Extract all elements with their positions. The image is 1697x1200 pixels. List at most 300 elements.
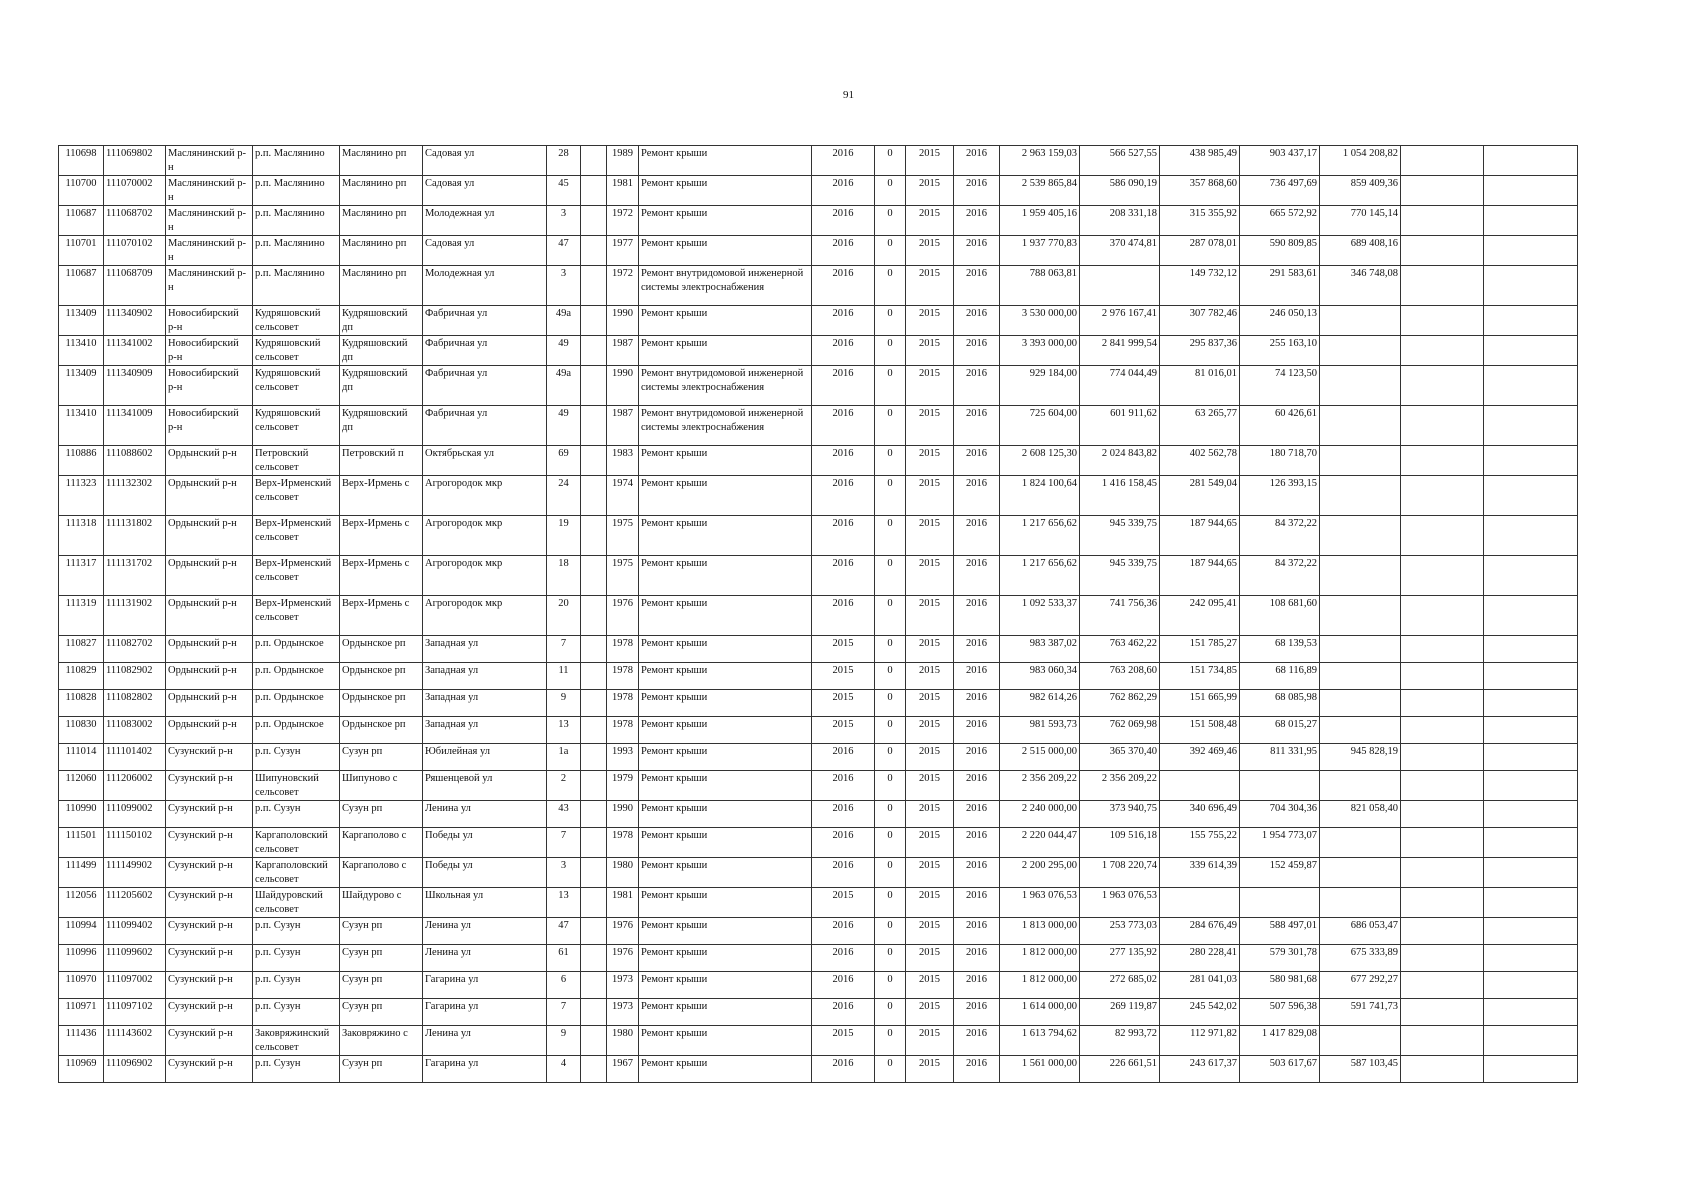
cell-plan-year: 2016: [812, 336, 875, 366]
cell-district: Ордынский р-н: [166, 690, 253, 717]
cell-settlement: Заковряжино с: [340, 1026, 423, 1056]
cell-end-year: 2016: [954, 236, 1000, 266]
cell-extra-2: [1484, 306, 1578, 336]
cell-start-year: 2015: [906, 999, 954, 1026]
table-row: [59, 516, 1578, 556]
cell-amount-3: 588 497,01: [1240, 918, 1320, 945]
cell-work-type: Ремонт крыши: [639, 972, 812, 999]
cell-building: [581, 596, 607, 636]
cell-extra-1: [1401, 972, 1484, 999]
cell-object-code: 111070102: [104, 236, 166, 266]
cell-building: [581, 516, 607, 556]
cell-total-cost: 2 356 209,22: [1000, 771, 1080, 801]
cell-district: Маслянинский р-н: [166, 176, 253, 206]
cell-row-id: 112060: [59, 771, 104, 801]
cell-amount-4: [1320, 516, 1401, 556]
cell-house-number: 28: [547, 146, 581, 176]
table-row: [59, 476, 1578, 516]
cell-amount-1: 601 911,62: [1080, 406, 1160, 446]
cell-flag: 0: [875, 206, 906, 236]
cell-flag: 0: [875, 945, 906, 972]
cell-amount-3: 579 301,78: [1240, 945, 1320, 972]
cell-object-code: 111206002: [104, 771, 166, 801]
cell-street: Агрогородок мкр: [423, 476, 547, 516]
cell-row-id: 111499: [59, 858, 104, 888]
cell-start-year: 2015: [906, 1026, 954, 1056]
cell-amount-4: [1320, 306, 1401, 336]
cell-row-id: 110990: [59, 801, 104, 828]
cell-street: Западная ул: [423, 663, 547, 690]
cell-total-cost: 2 200 295,00: [1000, 858, 1080, 888]
cell-amount-1: 208 331,18: [1080, 206, 1160, 236]
cell-object-code: 111205602: [104, 888, 166, 918]
cell-municipality: р.п. Маслянино: [253, 206, 340, 236]
cell-row-id: 113409: [59, 306, 104, 336]
cell-building: [581, 771, 607, 801]
cell-settlement: Маслянино рп: [340, 176, 423, 206]
cell-district: Новосибирский р-н: [166, 306, 253, 336]
cell-district: Ордынский р-н: [166, 476, 253, 516]
cell-extra-1: [1401, 888, 1484, 918]
cell-municipality: Верх-Ирменский сельсовет: [253, 476, 340, 516]
cell-municipality: Шипуновский сельсовет: [253, 771, 340, 801]
table-row: [59, 336, 1578, 366]
cell-amount-3: 291 583,61: [1240, 266, 1320, 306]
cell-flag: 0: [875, 771, 906, 801]
cell-plan-year: 2016: [812, 828, 875, 858]
cell-end-year: 2016: [954, 176, 1000, 206]
cell-street: Школьная ул: [423, 888, 547, 918]
cell-plan-year: 2016: [812, 801, 875, 828]
cell-building: [581, 663, 607, 690]
cell-year-built: 1981: [607, 176, 639, 206]
cell-street: Победы ул: [423, 828, 547, 858]
cell-extra-2: [1484, 146, 1578, 176]
cell-amount-1: 253 773,03: [1080, 918, 1160, 945]
cell-year-built: 1980: [607, 1026, 639, 1056]
cell-building: [581, 1026, 607, 1056]
cell-amount-1: 945 339,75: [1080, 516, 1160, 556]
cell-object-code: 111131802: [104, 516, 166, 556]
cell-object-code: 111150102: [104, 828, 166, 858]
cell-amount-3: 903 437,17: [1240, 146, 1320, 176]
cell-settlement: Петровский п: [340, 446, 423, 476]
cell-extra-2: [1484, 476, 1578, 516]
cell-municipality: Кудряшовский сельсовет: [253, 306, 340, 336]
cell-municipality: Верх-Ирменский сельсовет: [253, 516, 340, 556]
cell-extra-2: [1484, 999, 1578, 1026]
cell-amount-2: 280 228,41: [1160, 945, 1240, 972]
cell-plan-year: 2016: [812, 406, 875, 446]
cell-year-built: 1973: [607, 972, 639, 999]
cell-end-year: 2016: [954, 266, 1000, 306]
table-row: [59, 744, 1578, 771]
cell-end-year: 2016: [954, 446, 1000, 476]
cell-start-year: 2015: [906, 596, 954, 636]
cell-amount-4: [1320, 406, 1401, 446]
cell-flag: 0: [875, 636, 906, 663]
cell-amount-3: 736 497,69: [1240, 176, 1320, 206]
cell-work-type: Ремонт крыши: [639, 999, 812, 1026]
cell-amount-2: 295 837,36: [1160, 336, 1240, 366]
cell-flag: 0: [875, 476, 906, 516]
cell-extra-1: [1401, 176, 1484, 206]
table-row: [59, 690, 1578, 717]
cell-municipality: р.п. Маслянино: [253, 236, 340, 266]
cell-amount-1: 2 024 843,82: [1080, 446, 1160, 476]
cell-amount-4: 945 828,19: [1320, 744, 1401, 771]
cell-plan-year: 2015: [812, 1026, 875, 1056]
cell-end-year: 2016: [954, 999, 1000, 1026]
cell-object-code: 111340909: [104, 366, 166, 406]
cell-amount-1: 741 756,36: [1080, 596, 1160, 636]
cell-start-year: 2015: [906, 266, 954, 306]
cell-amount-3: 68 139,53: [1240, 636, 1320, 663]
cell-street: Западная ул: [423, 636, 547, 663]
cell-flag: 0: [875, 801, 906, 828]
cell-year-built: 1978: [607, 690, 639, 717]
cell-amount-3: 580 981,68: [1240, 972, 1320, 999]
cell-total-cost: 1 824 100,64: [1000, 476, 1080, 516]
cell-flag: 0: [875, 918, 906, 945]
cell-district: Ордынский р-н: [166, 516, 253, 556]
cell-total-cost: 3 530 000,00: [1000, 306, 1080, 336]
cell-start-year: 2015: [906, 556, 954, 596]
cell-amount-3: 68 116,89: [1240, 663, 1320, 690]
cell-settlement: Ордынское рп: [340, 663, 423, 690]
cell-flag: 0: [875, 744, 906, 771]
cell-work-type: Ремонт крыши: [639, 476, 812, 516]
cell-house-number: 7: [547, 999, 581, 1026]
cell-year-built: 1987: [607, 406, 639, 446]
cell-total-cost: 1 812 000,00: [1000, 945, 1080, 972]
cell-amount-1: 763 462,22: [1080, 636, 1160, 663]
cell-flag: 0: [875, 858, 906, 888]
cell-extra-1: [1401, 690, 1484, 717]
cell-flag: 0: [875, 888, 906, 918]
cell-row-id: 111318: [59, 516, 104, 556]
cell-extra-1: [1401, 406, 1484, 446]
cell-start-year: 2015: [906, 176, 954, 206]
table-row: [59, 556, 1578, 596]
cell-district: Сузунский р-н: [166, 999, 253, 1026]
table-row: [59, 1026, 1578, 1056]
cell-district: Маслянинский р-н: [166, 236, 253, 266]
cell-settlement: Ордынское рп: [340, 690, 423, 717]
cell-row-id: 110994: [59, 918, 104, 945]
cell-settlement: Маслянино рп: [340, 146, 423, 176]
cell-plan-year: 2016: [812, 206, 875, 236]
cell-street: Ленина ул: [423, 945, 547, 972]
cell-flag: 0: [875, 306, 906, 336]
cell-total-cost: 1 963 076,53: [1000, 888, 1080, 918]
cell-object-code: 111099402: [104, 918, 166, 945]
table-row: [59, 771, 1578, 801]
cell-amount-4: 591 741,73: [1320, 999, 1401, 1026]
cell-building: [581, 366, 607, 406]
cell-amount-4: [1320, 596, 1401, 636]
cell-extra-2: [1484, 744, 1578, 771]
cell-extra-1: [1401, 858, 1484, 888]
cell-extra-2: [1484, 266, 1578, 306]
cell-work-type: Ремонт крыши: [639, 717, 812, 744]
cell-settlement: Кудряшовский дп: [340, 336, 423, 366]
cell-amount-3: 811 331,95: [1240, 744, 1320, 771]
cell-municipality: Петровский сельсовет: [253, 446, 340, 476]
cell-plan-year: 2016: [812, 1056, 875, 1083]
cell-municipality: Кудряшовский сельсовет: [253, 406, 340, 446]
cell-building: [581, 556, 607, 596]
cell-plan-year: 2016: [812, 596, 875, 636]
cell-amount-4: 346 748,08: [1320, 266, 1401, 306]
cell-street: Агрогородок мкр: [423, 556, 547, 596]
cell-work-type: Ремонт крыши: [639, 236, 812, 266]
cell-plan-year: 2016: [812, 306, 875, 336]
cell-house-number: 11: [547, 663, 581, 690]
cell-house-number: 7: [547, 828, 581, 858]
cell-amount-4: [1320, 663, 1401, 690]
cell-settlement: Верх-Ирмень с: [340, 556, 423, 596]
cell-building: [581, 999, 607, 1026]
cell-extra-1: [1401, 206, 1484, 236]
cell-house-number: 45: [547, 176, 581, 206]
cell-building: [581, 828, 607, 858]
cell-amount-2: 392 469,46: [1160, 744, 1240, 771]
cell-extra-2: [1484, 972, 1578, 999]
table-row: [59, 972, 1578, 999]
cell-flag: 0: [875, 236, 906, 266]
cell-plan-year: 2016: [812, 858, 875, 888]
cell-end-year: 2016: [954, 744, 1000, 771]
cell-street: Молодежная ул: [423, 266, 547, 306]
cell-total-cost: 2 608 125,30: [1000, 446, 1080, 476]
cell-end-year: 2016: [954, 1026, 1000, 1056]
cell-start-year: 2015: [906, 236, 954, 266]
cell-year-built: 1978: [607, 663, 639, 690]
cell-start-year: 2015: [906, 801, 954, 828]
cell-extra-1: [1401, 1056, 1484, 1083]
cell-start-year: 2015: [906, 945, 954, 972]
cell-row-id: 113410: [59, 406, 104, 446]
cell-amount-3: 180 718,70: [1240, 446, 1320, 476]
cell-end-year: 2016: [954, 476, 1000, 516]
cell-municipality: Кудряшовский сельсовет: [253, 366, 340, 406]
cell-building: [581, 945, 607, 972]
cell-total-cost: 2 963 159,03: [1000, 146, 1080, 176]
cell-settlement: Шипуново с: [340, 771, 423, 801]
cell-start-year: 2015: [906, 1056, 954, 1083]
cell-start-year: 2015: [906, 858, 954, 888]
cell-street: Западная ул: [423, 717, 547, 744]
cell-amount-1: 109 516,18: [1080, 828, 1160, 858]
cell-extra-2: [1484, 945, 1578, 972]
cell-amount-2: 339 614,39: [1160, 858, 1240, 888]
cell-amount-1: 945 339,75: [1080, 556, 1160, 596]
cell-amount-2: 151 785,27: [1160, 636, 1240, 663]
table-row: [59, 596, 1578, 636]
cell-flag: 0: [875, 972, 906, 999]
cell-settlement: Шайдурово с: [340, 888, 423, 918]
cell-extra-1: [1401, 556, 1484, 596]
cell-municipality: Заковряжинский сельсовет: [253, 1026, 340, 1056]
cell-district: Сузунский р-н: [166, 945, 253, 972]
cell-amount-2: 81 016,01: [1160, 366, 1240, 406]
cell-plan-year: 2015: [812, 663, 875, 690]
cell-total-cost: 929 184,00: [1000, 366, 1080, 406]
cell-row-id: 110969: [59, 1056, 104, 1083]
cell-total-cost: 983 060,34: [1000, 663, 1080, 690]
cell-flag: 0: [875, 146, 906, 176]
cell-house-number: 20: [547, 596, 581, 636]
cell-district: Ордынский р-н: [166, 636, 253, 663]
cell-amount-3: 60 426,61: [1240, 406, 1320, 446]
cell-extra-2: [1484, 801, 1578, 828]
cell-building: [581, 636, 607, 663]
cell-extra-1: [1401, 771, 1484, 801]
cell-amount-1: 269 119,87: [1080, 999, 1160, 1026]
cell-house-number: 6: [547, 972, 581, 999]
cell-district: Сузунский р-н: [166, 1056, 253, 1083]
cell-amount-3: 84 372,22: [1240, 556, 1320, 596]
cell-start-year: 2015: [906, 918, 954, 945]
cell-amount-4: [1320, 858, 1401, 888]
cell-row-id: 110970: [59, 972, 104, 999]
table-row: [59, 236, 1578, 266]
cell-settlement: Кудряшовский дп: [340, 366, 423, 406]
cell-work-type: Ремонт крыши: [639, 1026, 812, 1056]
cell-start-year: 2015: [906, 636, 954, 663]
cell-amount-3: 152 459,87: [1240, 858, 1320, 888]
cell-object-code: 111082702: [104, 636, 166, 663]
cell-end-year: 2016: [954, 858, 1000, 888]
cell-street: Фабричная ул: [423, 406, 547, 446]
cell-amount-4: [1320, 366, 1401, 406]
cell-amount-1: 762 862,29: [1080, 690, 1160, 717]
cell-work-type: Ремонт крыши: [639, 858, 812, 888]
cell-work-type: Ремонт крыши: [639, 801, 812, 828]
cell-municipality: р.п. Ордынское: [253, 690, 340, 717]
cell-settlement: Маслянино рп: [340, 266, 423, 306]
cell-building: [581, 972, 607, 999]
cell-year-built: 1987: [607, 336, 639, 366]
cell-building: [581, 858, 607, 888]
cell-row-id: 110829: [59, 663, 104, 690]
cell-start-year: 2015: [906, 146, 954, 176]
cell-plan-year: 2015: [812, 888, 875, 918]
cell-house-number: 3: [547, 206, 581, 236]
cell-amount-2: 112 971,82: [1160, 1026, 1240, 1056]
cell-building: [581, 690, 607, 717]
cell-row-id: 110701: [59, 236, 104, 266]
cell-amount-4: [1320, 336, 1401, 366]
cell-amount-3: 1 417 829,08: [1240, 1026, 1320, 1056]
cell-object-code: 111082802: [104, 690, 166, 717]
cell-street: Фабричная ул: [423, 366, 547, 406]
cell-district: Ордынский р-н: [166, 596, 253, 636]
cell-work-type: Ремонт крыши: [639, 306, 812, 336]
cell-flag: 0: [875, 366, 906, 406]
cell-amount-2: 149 732,12: [1160, 266, 1240, 306]
cell-amount-1: 774 044,49: [1080, 366, 1160, 406]
cell-extra-1: [1401, 146, 1484, 176]
cell-end-year: 2016: [954, 801, 1000, 828]
cell-building: [581, 476, 607, 516]
cell-total-cost: 1 937 770,83: [1000, 236, 1080, 266]
cell-amount-2: 284 676,49: [1160, 918, 1240, 945]
cell-house-number: 49: [547, 336, 581, 366]
cell-street: Фабричная ул: [423, 306, 547, 336]
cell-amount-3: 503 617,67: [1240, 1056, 1320, 1083]
table-row: [59, 366, 1578, 406]
cell-street: Ленина ул: [423, 801, 547, 828]
cell-street: Западная ул: [423, 690, 547, 717]
cell-settlement: Сузун рп: [340, 1056, 423, 1083]
data-table: [58, 145, 1578, 1083]
cell-end-year: 2016: [954, 690, 1000, 717]
cell-work-type: Ремонт крыши: [639, 636, 812, 663]
cell-row-id: 110700: [59, 176, 104, 206]
cell-row-id: 110830: [59, 717, 104, 744]
cell-extra-1: [1401, 828, 1484, 858]
cell-amount-1: 2 356 209,22: [1080, 771, 1160, 801]
cell-house-number: 1а: [547, 744, 581, 771]
cell-amount-2: 340 696,49: [1160, 801, 1240, 828]
cell-amount-4: [1320, 771, 1401, 801]
cell-work-type: Ремонт крыши: [639, 663, 812, 690]
cell-house-number: 3: [547, 858, 581, 888]
cell-district: Маслянинский р-н: [166, 146, 253, 176]
cell-object-code: 111132302: [104, 476, 166, 516]
cell-extra-2: [1484, 1026, 1578, 1056]
cell-house-number: 49а: [547, 306, 581, 336]
cell-flag: 0: [875, 1056, 906, 1083]
cell-year-built: 1974: [607, 476, 639, 516]
cell-extra-2: [1484, 406, 1578, 446]
cell-end-year: 2016: [954, 945, 1000, 972]
cell-end-year: 2016: [954, 972, 1000, 999]
cell-settlement: Ордынское рп: [340, 636, 423, 663]
cell-amount-2: 243 617,37: [1160, 1056, 1240, 1083]
cell-district: Сузунский р-н: [166, 972, 253, 999]
cell-amount-2: 155 755,22: [1160, 828, 1240, 858]
cell-building: [581, 744, 607, 771]
cell-amount-3: [1240, 771, 1320, 801]
cell-district: Ордынский р-н: [166, 556, 253, 596]
cell-amount-1: 82 993,72: [1080, 1026, 1160, 1056]
cell-start-year: 2015: [906, 972, 954, 999]
cell-settlement: Ордынское рп: [340, 717, 423, 744]
cell-district: Маслянинский р-н: [166, 206, 253, 236]
cell-building: [581, 206, 607, 236]
cell-row-id: 110886: [59, 446, 104, 476]
cell-amount-3: 665 572,92: [1240, 206, 1320, 236]
cell-district: Сузунский р-н: [166, 1026, 253, 1056]
cell-amount-1: 277 135,92: [1080, 945, 1160, 972]
cell-row-id: 111014: [59, 744, 104, 771]
cell-start-year: 2015: [906, 476, 954, 516]
cell-object-code: 111083002: [104, 717, 166, 744]
cell-district: Ордынский р-н: [166, 663, 253, 690]
cell-house-number: 13: [547, 888, 581, 918]
cell-extra-2: [1484, 636, 1578, 663]
cell-amount-2: 281 549,04: [1160, 476, 1240, 516]
cell-amount-4: [1320, 828, 1401, 858]
cell-amount-3: 108 681,60: [1240, 596, 1320, 636]
cell-row-id: 113409: [59, 366, 104, 406]
cell-flag: 0: [875, 266, 906, 306]
cell-end-year: 2016: [954, 771, 1000, 801]
cell-start-year: 2015: [906, 406, 954, 446]
